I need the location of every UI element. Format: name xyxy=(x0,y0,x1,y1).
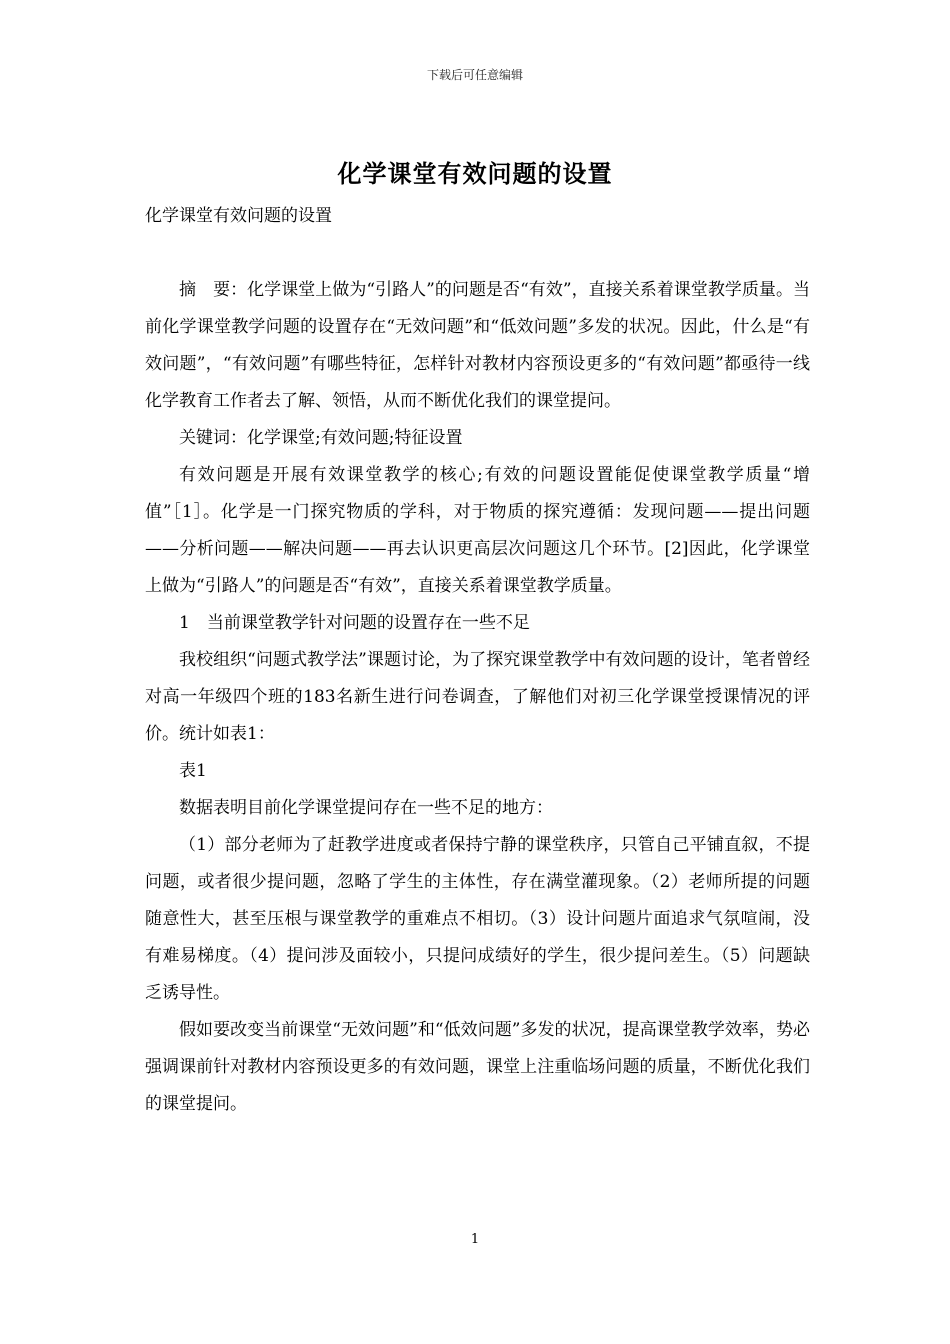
document-title: 化学课堂有效问题的设置 xyxy=(337,159,613,188)
intro-paragraph: 有效问题是开展有效课堂教学的核心;有效的问题设置能促使课堂教学质量“增值”［1］。化学是一门探究物质的学科，对于物质的探究遵循：发现问题——提出问题——分析问题——解决问题——再去认识更高层次问题这几个环节。[2]因此，化学课堂上做为“引路人”的问题是否“有效”，直接关系着课堂教学质量。 xyxy=(145,465,810,596)
conclusion-paragraph: 假如要改变当前课堂“无效问题”和“低效问题”多发的状况，提高课堂教学效率，势必强调课前针对教材内容预设更多的有效问题，课堂上注重临场问题的质量，不断优化我们的课堂提问。 xyxy=(145,1020,810,1114)
page-number: 1 xyxy=(470,1232,480,1247)
document-body xyxy=(145,198,810,1123)
header-note: 下载后可任意编辑 xyxy=(426,68,523,82)
abstract-paragraph: 摘 要：化学课堂上做为“引路人”的问题是否“有效”，直接关系着课堂教学质量。当前化学课堂教学问题的设置存在“无效问题”和“低效问题”多发的状况。因此，什么是“有效问题”，“有效问题”有哪些特征，怎样针对教材内容预设更多的“有效问题”都亟待一线化学教育工作者去了解、领悟，从而不断优化我们的课堂提问。 xyxy=(145,280,810,411)
survey-paragraph: 我校组织“问题式教学法”课题讨论，为了探究课堂教学中有效问题的设计，笔者曾经对高一年级四个班的183名新生进行问卷调查，了解他们对初三化学课堂授课情况的评价。统计如表1： xyxy=(145,650,810,744)
subtitle: 化学课堂有效问题的设置 xyxy=(145,206,332,226)
keywords-line: 关键词：化学课堂;有效问题;特征设置 xyxy=(179,428,463,448)
table-caption: 表1 xyxy=(179,761,207,781)
section-heading: 1 当前课堂教学针对问题的设置存在一些不足 xyxy=(179,613,530,633)
data-summary-paragraph: 数据表明目前化学课堂提问存在一些不足的地方： xyxy=(179,798,553,818)
issues-paragraph: （1）部分老师为了赶教学进度或者保持宁静的课堂秩序，只管自己平铺直叙，不提问题，或者很少提问题，忽略了学生的主体性，存在满堂灌现象。（2）老师所提的问题随意性大，甚至压根与课堂教学的重难点不相切。（3）设计问题片面追求气氛喧闹，没有难易梯度。（4）提问涉及面较小，只提问成绩好的学生，很少提问差生。（5）问题缺乏诱导性。 xyxy=(145,835,810,1003)
